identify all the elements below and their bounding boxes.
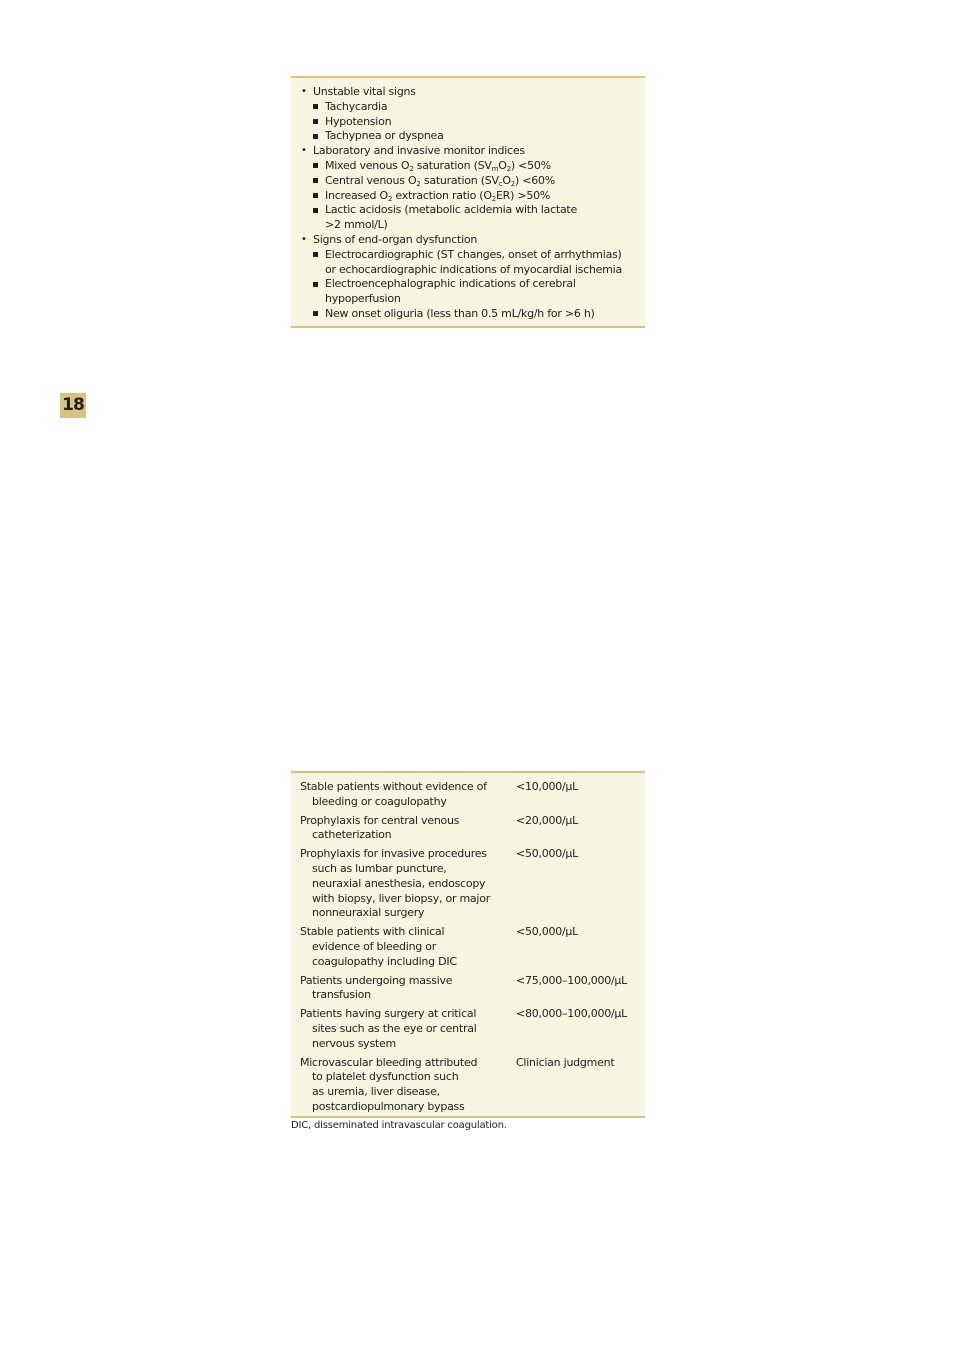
- table-row: [300, 974, 645, 1004]
- table-row: [300, 1056, 645, 1115]
- indication-cell: Microvascular bleeding attributed to platelet dysfunction such as uremia, liver disease, postcardiopulmonary bypass: [300, 1055, 478, 1113]
- bullet-end-organ-dysfunction: • Signs of end-organ dysfunction: [301, 232, 478, 246]
- bullet-unstable-vital-signs: • Unstable vital signs: [301, 85, 416, 98]
- threshold-cell: <75,000–100,000/μL: [516, 973, 628, 987]
- list-item: Electrocardiographic (ST changes, onset of arrhythmias) or echocardiographic indications of myocardial ischemia: [301, 248, 645, 278]
- indication-cell: Patients having surgery at critical sites such as the eye or central nervous system: [300, 1007, 477, 1050]
- indication-cell: Prophylaxis for invasive procedures such as lumbar puncture, neuraxial anesthesia, endoscopy with biopsy, liver biopsy, or major nonneuraxial surgery: [300, 847, 490, 920]
- list-item: Lactic acidosis (metabolic acidemia with lactate >2 mmol/L): [301, 203, 645, 233]
- table-footnote: DIC, disseminated intravascular coagulation.: [291, 1120, 507, 1131]
- list-item: Electroencephalographic indications of cerebral hypoperfusion: [301, 277, 645, 307]
- threshold-cell: Clinician judgment: [516, 1055, 615, 1069]
- indication-cell: Prophylaxis for central venous catheterization: [300, 813, 460, 842]
- indication-cell: Stable patients with clinical evidence of bleeding or coagulopathy including DIC: [300, 925, 457, 968]
- threshold-cell: <20,000/μL: [516, 813, 579, 827]
- transfusion-triggers-box: [291, 76, 645, 328]
- bullet-laboratory-indices: • Laboratory and invasive monitor indices: [301, 144, 525, 158]
- indication-cell: Patients undergoing massive transfusion: [300, 973, 453, 1002]
- threshold-cell: <50,000/μL: [516, 925, 579, 939]
- table-row: [300, 847, 645, 921]
- list-item: Central venous $O_2$ saturation $(SV_cO_2) <60\%$: [301, 174, 645, 189]
- list-item: Mixed venous $O_2$ saturation $(SV_mO_2) <50\%$: [301, 159, 645, 174]
- table-row: [300, 780, 645, 810]
- table-row: [300, 814, 645, 844]
- list-item: Tachycardia: [301, 100, 645, 115]
- indication-cell: Stable patients without evidence of bleeding or coagulopathy: [300, 780, 487, 808]
- table-row: [300, 925, 645, 969]
- threshold-cell: <50,000/μL: [516, 847, 579, 861]
- chapter-number-badge: 18: [60, 393, 86, 418]
- platelet-threshold-table: [291, 771, 645, 1118]
- list-item: Hypotension: [301, 115, 645, 130]
- list-item: Tachypnea or dyspnea: [301, 129, 645, 144]
- list-item: Increased $O_2$ extraction ratio $(O_2ER) >50\%$: [301, 189, 645, 204]
- list-item: New onset oliguria (less than 0.5 mL/kg/h for >6 h): [301, 307, 645, 322]
- threshold-cell: <80,000–100,000/μL: [516, 1007, 628, 1021]
- threshold-cell: <10,000/μL: [516, 780, 579, 793]
- table-row: [300, 1007, 645, 1051]
